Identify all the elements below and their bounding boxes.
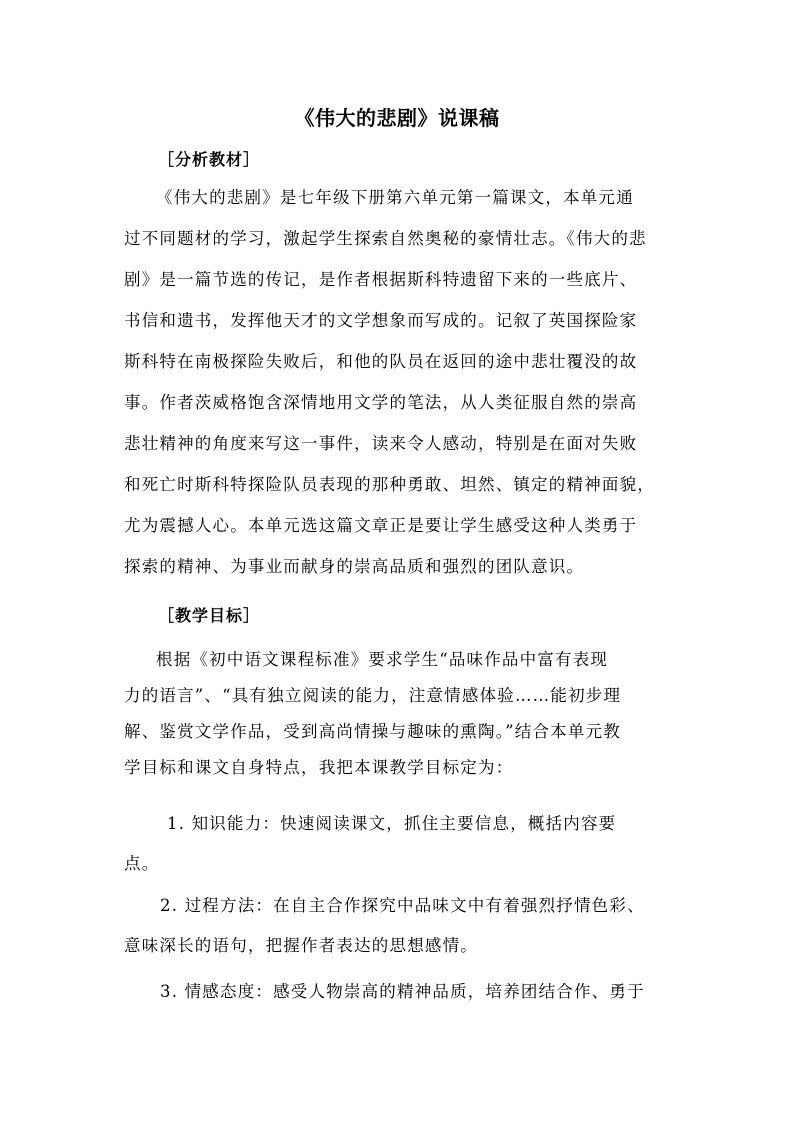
paragraph-line: 过不同题材的学习，激起学生探索自然奥秘的豪情壮志。《伟大的悲 — [124, 229, 647, 248]
goal-line: 意味深长的语句，把握作者表达的思想感情。 — [124, 936, 478, 955]
paragraph-line: 解、鉴赏文学作品，受到高尚情操与趣味的熏陶。”结合本单元教 — [124, 722, 621, 741]
paragraph-line: 学目标和课文自身特点，我把本课教学目标定为： — [124, 758, 514, 777]
goal-line: 1. 知识能力：快速阅读课文，抓住主要信息，概括内容要 — [167, 814, 617, 833]
document-title: 《伟大的悲剧》说课稿 — [294, 106, 500, 130]
paragraph-line: 和死亡时斯科特探险队员表现的那种勇敢、坦然、镇定的精神面貌， — [124, 475, 655, 494]
paragraph-line: 《伟大的悲剧》是七年级下册第六单元第一篇课文，本单元通 — [156, 188, 634, 207]
goal-line: 点。 — [124, 854, 160, 873]
paragraph-line: 剧》是一篇节选的传记，是作者根据斯科特遗留下来的一些底片、 — [124, 270, 638, 289]
paragraph-line: 书信和遗书，发挥他天才的文学想象而写成的。记叙了英国探险家 — [124, 311, 638, 330]
section-heading-analysis: ［分析教材］ — [158, 150, 261, 169]
paragraph-line: 尤为震撼人心。本单元选这篇文章正是要让学生感受这种人类勇于 — [124, 516, 638, 535]
paragraph-line: 根据《初中语文课程标准》要求学生“品味作品中富有表现 — [156, 650, 609, 669]
paragraph-line: 力的语言”、“具有独立阅读的能力，注意情感体验……能初步理 — [124, 686, 622, 705]
paragraph-line: 斯科特在南极探险失败后，和他的队员在返回的途中悲壮覆没的故 — [124, 352, 638, 371]
paragraph-line: 探索的精神、为事业而献身的崇高品质和强烈的团队意识。 — [124, 557, 585, 576]
section-heading-goals: ［教学目标］ — [158, 606, 261, 625]
paragraph-line: 悲壮精神的角度来写这一事件，读来令人感动，特别是在面对失败 — [124, 434, 638, 453]
goal-line: 3. 情感态度：感受人物崇高的精神品质，培养团结合作、勇于 — [160, 982, 645, 1001]
paragraph-line: 事。作者茨威格饱含深情地用文学的笔法，从人类征服自然的崇高 — [124, 393, 638, 412]
goal-line: 2. 过程方法：在自主合作探究中品味文中有着强烈抒情色彩、 — [160, 896, 645, 915]
